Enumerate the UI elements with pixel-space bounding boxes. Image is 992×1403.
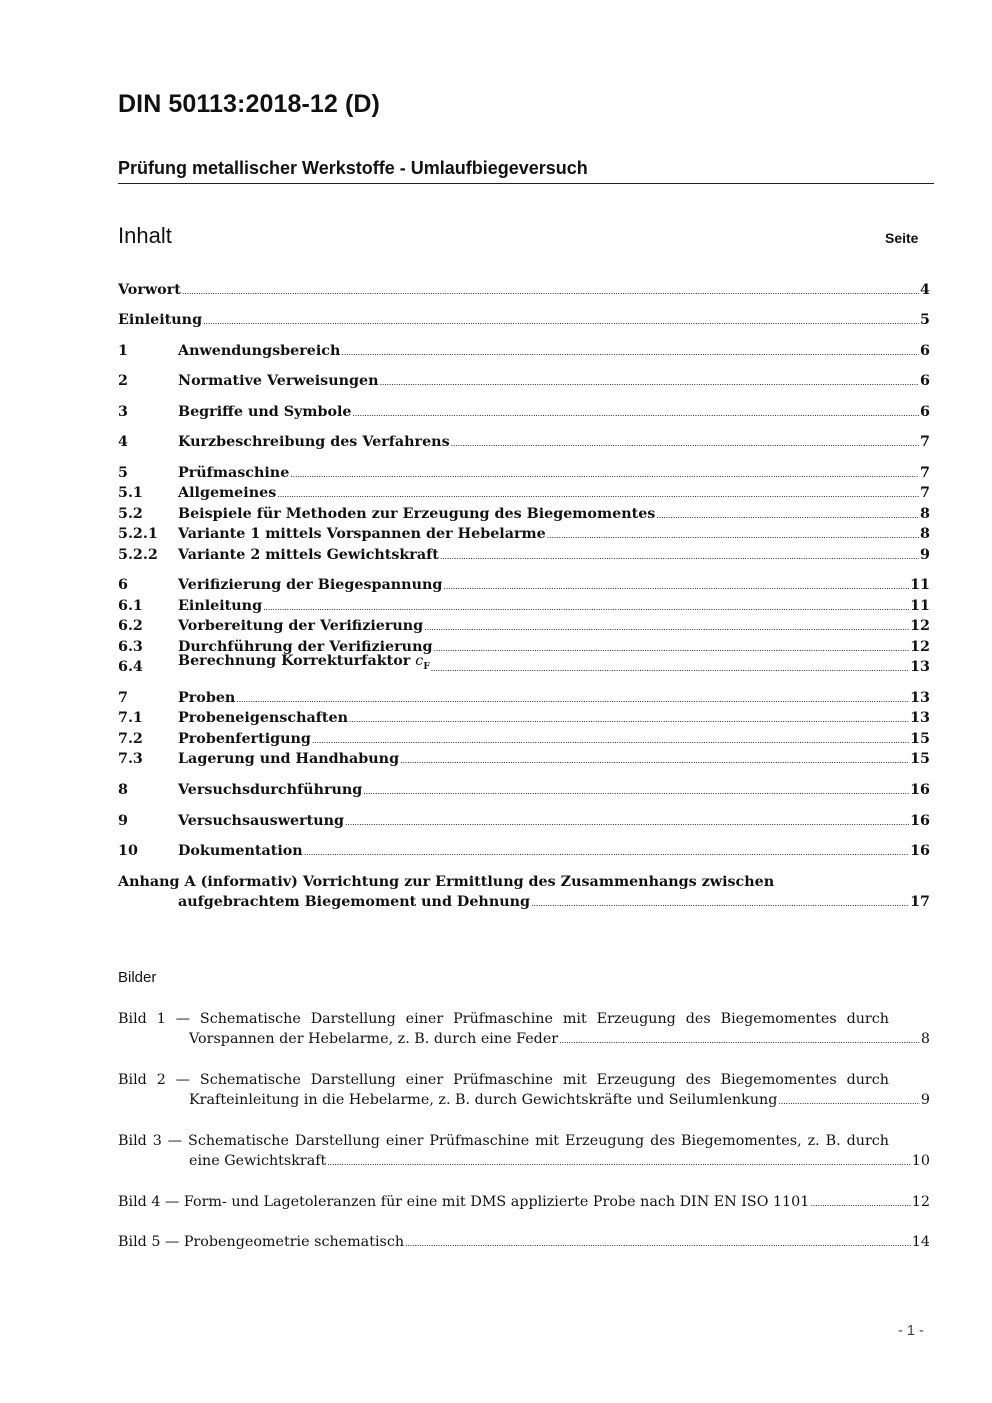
figure-3-line1[interactable]: Bild 3 — Schematische Darstellung einer Prüfmaschine mit Erzeugung des Biegemomentes, z. B. durch bbox=[118, 1133, 889, 1149]
toc-entry-page: 9 bbox=[920, 547, 930, 563]
dot-leader bbox=[405, 1232, 911, 1252]
toc-entry-number: 5.1 bbox=[118, 485, 143, 501]
dot-leader bbox=[363, 780, 909, 800]
dot-leader bbox=[656, 504, 919, 524]
toc-entry-page: 13 bbox=[910, 710, 930, 726]
dot-leader bbox=[531, 892, 909, 912]
toc-entry-number: 7.3 bbox=[118, 751, 143, 767]
dot-leader bbox=[236, 688, 909, 708]
toc-annex-a-line2[interactable] bbox=[178, 892, 930, 912]
dot-leader bbox=[431, 657, 909, 677]
toc-entry-page: 6 bbox=[920, 343, 930, 359]
toc-entry-title: Anwendungsbereich bbox=[178, 343, 341, 359]
toc-entry-title: Probenfertigung bbox=[178, 731, 311, 747]
toc-entry-title: Proben bbox=[178, 690, 236, 706]
toc-entry-5-2[interactable] bbox=[118, 504, 930, 524]
toc-entry-number: 10 bbox=[118, 843, 138, 859]
toc-entry-7-2[interactable] bbox=[118, 729, 930, 749]
toc-entry-title: Durchführung der Verifizierung bbox=[178, 639, 433, 655]
toc-entry-5-1[interactable] bbox=[118, 483, 930, 503]
dot-leader bbox=[451, 432, 919, 452]
toc-entry-page: 12 bbox=[910, 639, 930, 655]
toc-entry-6-1[interactable] bbox=[118, 596, 930, 616]
figure-3-line2[interactable] bbox=[189, 1151, 930, 1171]
toc-entry-number: 7.1 bbox=[118, 710, 143, 726]
toc-entry-title: Prüfmaschine bbox=[178, 465, 290, 481]
toc-entry-page: 13 bbox=[910, 690, 930, 706]
toc-entry-number: 6 bbox=[118, 577, 128, 593]
toc-entry-page: 16 bbox=[910, 813, 930, 829]
toc-entry-page: 15 bbox=[910, 751, 930, 767]
toc-entry-introduction[interactable] bbox=[118, 310, 930, 330]
figure-page: 10 bbox=[911, 1153, 930, 1169]
toc-entry-4[interactable] bbox=[118, 432, 930, 452]
dot-leader bbox=[440, 545, 919, 565]
figure-caption: Vorspannen der Hebelarme, z. B. durch eine Feder bbox=[189, 1031, 559, 1047]
figure-1-line2[interactable] bbox=[189, 1029, 930, 1049]
toc-entry-10[interactable] bbox=[118, 841, 930, 861]
toc-entry-title: Versuchsdurchführung bbox=[178, 782, 363, 798]
title-divider bbox=[118, 183, 934, 184]
dot-leader bbox=[547, 524, 919, 544]
toc-entry-title: Einleitung bbox=[118, 312, 203, 328]
toc-entry-page: 16 bbox=[910, 843, 930, 859]
toc-entry-5-2-2[interactable] bbox=[118, 545, 930, 565]
toc-entry-page: 6 bbox=[920, 404, 930, 420]
dot-leader bbox=[277, 483, 919, 503]
toc-entry-6[interactable] bbox=[118, 575, 930, 595]
toc-entry-page: 12 bbox=[910, 618, 930, 634]
dot-leader bbox=[312, 729, 909, 749]
toc-entry-number: 4 bbox=[118, 434, 128, 450]
toc-entry-title: Versuchsauswertung bbox=[178, 813, 345, 829]
figure-caption: Bild 4 — Form- und Lagetoleranzen für eine mit DMS applizierte Probe nach DIN EN ISO 1101 bbox=[118, 1194, 810, 1210]
figure-4-entry[interactable] bbox=[118, 1192, 930, 1212]
dot-leader bbox=[349, 708, 909, 728]
toc-entry-page: 15 bbox=[910, 731, 930, 747]
toc-entry-page: 13 bbox=[910, 659, 930, 675]
toc-entry-number: 9 bbox=[118, 813, 128, 829]
toc-entry-title: Lagerung und Handhabung bbox=[178, 751, 400, 767]
toc-entry-title: Verifizierung der Biegespannung bbox=[178, 577, 443, 593]
figure-page: 12 bbox=[911, 1194, 930, 1210]
figure-2-line1[interactable]: Bild 2 — Schematische Darstellung einer Prüfmaschine mit Erzeugung des Biegemomentes durch bbox=[118, 1072, 889, 1088]
toc-entry-number: 7 bbox=[118, 690, 128, 706]
toc-entry-number: 6.3 bbox=[118, 639, 143, 655]
toc-entry-number: 7.2 bbox=[118, 731, 143, 747]
dot-leader bbox=[559, 1029, 920, 1049]
toc-entry-number: 5.2 bbox=[118, 506, 143, 522]
dot-leader bbox=[345, 811, 909, 831]
toc-entry-page: 7 bbox=[920, 485, 930, 501]
toc-entry-title-text: Berechnung Korrekturfaktor bbox=[178, 653, 411, 670]
page-number: - 1 - bbox=[898, 1323, 924, 1339]
toc-entry-5-2-1[interactable] bbox=[118, 524, 930, 544]
toc-entry-number: 8 bbox=[118, 782, 128, 798]
toc-entry-title: Normative Verweisungen bbox=[178, 373, 379, 389]
toc-entry-number: 2 bbox=[118, 373, 128, 389]
dot-leader bbox=[424, 616, 909, 636]
figure-2-line2[interactable] bbox=[189, 1090, 930, 1110]
toc-entry-number: 5 bbox=[118, 465, 128, 481]
dot-leader bbox=[778, 1090, 920, 1110]
figure-5-entry[interactable] bbox=[118, 1232, 930, 1252]
toc-entry-title: Variante 1 mittels Vorspannen der Hebelarme bbox=[178, 526, 546, 542]
toc-entry-page: 11 bbox=[910, 577, 930, 593]
toc-annex-a-line1[interactable]: Anhang A (informativ) Vorrichtung zur Ermittlung des Zusammenhangs zwischen bbox=[118, 874, 775, 890]
figure-1-line1[interactable]: Bild 1 — Schematische Darstellung einer Prüfmaschine mit Erzeugung des Biegemomentes durch bbox=[118, 1011, 889, 1027]
figure-page: 14 bbox=[911, 1234, 930, 1250]
document-title: Prüfung metallischer Werkstoffe - Umlaufbiegeversuch bbox=[118, 158, 588, 178]
toc-entry-6-2[interactable] bbox=[118, 616, 930, 636]
toc-entry-number: 6.4 bbox=[118, 659, 143, 675]
toc-entry-page: 8 bbox=[920, 526, 930, 542]
toc-entry-6-4[interactable] bbox=[118, 653, 930, 677]
toc-entry-7[interactable] bbox=[118, 688, 930, 708]
toc-entry-page: 7 bbox=[920, 434, 930, 450]
correction-factor-symbol: c bbox=[415, 653, 424, 670]
toc-entry-title: Probeneigenschaften bbox=[178, 710, 348, 726]
figure-caption: eine Gewichtskraft bbox=[189, 1153, 327, 1169]
figure-page: 8 bbox=[920, 1031, 930, 1047]
toc-entry-number: 6.2 bbox=[118, 618, 143, 634]
toc-entry-7-1[interactable] bbox=[118, 708, 930, 728]
toc-entry-number: 5.2.1 bbox=[118, 526, 158, 542]
dot-leader bbox=[304, 841, 909, 861]
toc-entry-page: 17 bbox=[910, 894, 930, 910]
figures-heading: Bilder bbox=[118, 969, 157, 986]
page-column-label: Seite bbox=[885, 230, 919, 246]
contents-heading: Inhalt bbox=[118, 223, 172, 248]
dot-leader bbox=[341, 341, 919, 361]
toc-entry-title: aufgebrachtem Biegemoment und Dehnung bbox=[178, 894, 530, 910]
toc-entry-5[interactable] bbox=[118, 463, 930, 483]
dot-leader bbox=[327, 1151, 911, 1171]
dot-leader bbox=[203, 310, 919, 330]
toc-entry-page: 6 bbox=[920, 373, 930, 389]
toc-entry-1[interactable] bbox=[118, 341, 930, 361]
dot-leader bbox=[443, 575, 909, 595]
toc-entry-page: 8 bbox=[920, 506, 930, 522]
figure-caption: Krafteinleitung in die Hebelarme, z. B. durch Gewichtskräfte und Seilumlenkung bbox=[189, 1092, 778, 1108]
dot-leader bbox=[380, 371, 920, 391]
document-identifier: DIN 50113:2018-12 (D) bbox=[118, 90, 380, 118]
toc-entry-7-3[interactable] bbox=[118, 749, 930, 769]
correction-factor-subscript: F bbox=[423, 662, 430, 672]
dot-leader bbox=[810, 1192, 910, 1212]
figure-page: 9 bbox=[920, 1092, 930, 1108]
toc-entry-title: Dokumentation bbox=[178, 843, 303, 859]
toc-entry-page: 16 bbox=[910, 782, 930, 798]
toc-entry-number: 1 bbox=[118, 343, 128, 359]
toc-entry-title bbox=[178, 651, 430, 677]
figure-caption: Bild 5 — Probengeometrie schematisch bbox=[118, 1234, 405, 1250]
toc-entry-title: Allgemeines bbox=[178, 485, 277, 501]
toc-entry-3[interactable] bbox=[118, 402, 930, 422]
toc-entry-title: Variante 2 mittels Gewichtskraft bbox=[178, 547, 439, 563]
toc-entry-foreword[interactable] bbox=[118, 280, 930, 300]
toc-entry-title: Vorbereitung der Verifizierung bbox=[178, 618, 424, 634]
toc-entry-page: 4 bbox=[920, 282, 930, 298]
dot-leader bbox=[182, 280, 919, 300]
toc-entry-number: 6.1 bbox=[118, 598, 143, 614]
dot-leader bbox=[400, 749, 909, 769]
toc-entry-title: Kurzbeschreibung des Verfahrens bbox=[178, 434, 450, 450]
toc-entry-title: Begriffe und Symbole bbox=[178, 404, 352, 420]
dot-leader bbox=[263, 596, 909, 616]
toc-entry-9[interactable] bbox=[118, 811, 930, 831]
toc-entry-number: 5.2.2 bbox=[118, 547, 158, 563]
toc-entry-8[interactable] bbox=[118, 780, 930, 800]
dot-leader bbox=[290, 463, 919, 483]
toc-entry-page: 7 bbox=[920, 465, 930, 481]
toc-entry-number: 3 bbox=[118, 404, 128, 420]
toc-entry-page: 11 bbox=[910, 598, 930, 614]
toc-entry-title: Vorwort bbox=[118, 282, 181, 298]
dot-leader bbox=[433, 637, 909, 657]
dot-leader bbox=[353, 402, 920, 422]
toc-entry-title: Beispiele für Methoden zur Erzeugung des Biegemomentes bbox=[178, 506, 656, 522]
toc-entry-page: 5 bbox=[920, 312, 930, 328]
toc-entry-2[interactable] bbox=[118, 371, 930, 391]
toc-entry-title: Einleitung bbox=[178, 598, 263, 614]
